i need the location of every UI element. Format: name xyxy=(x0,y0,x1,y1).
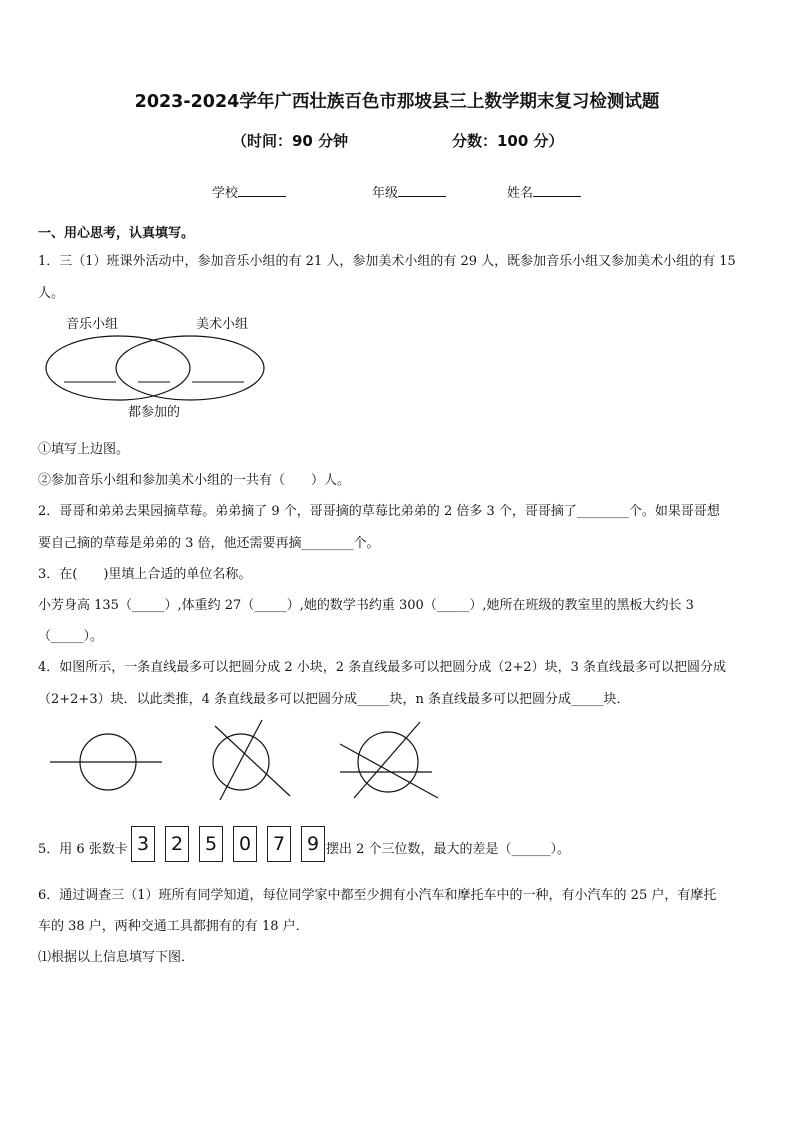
number-card: 7 xyxy=(267,826,291,862)
q2-line2: 要自己摘的草莓是弟弟的 3 倍，他还需要再摘________个。 xyxy=(38,536,380,551)
circle-two-lines xyxy=(213,720,290,800)
page-title: 2023-2024学年广西壮族百色市那坡县三上数学期末复习检测试题 xyxy=(134,92,660,112)
school-label: 学校 xyxy=(212,186,239,201)
number-card: 0 xyxy=(233,826,257,862)
number-card: 9 xyxy=(301,826,325,862)
school-field xyxy=(212,182,286,201)
section-heading: 一、用心思考，认真填写。 xyxy=(38,226,195,241)
name-blank xyxy=(533,184,581,197)
time-info: （时间：90 分钟 xyxy=(232,132,349,150)
q5-prefix: 5．用 6 张数卡 xyxy=(38,842,128,857)
q1-sub1: ①填写上边图。 xyxy=(38,442,130,457)
venn-right-label: 美术小组 xyxy=(196,317,249,332)
number-card: 2 xyxy=(165,826,189,862)
q1-sub2: ②参加音乐小组和参加美术小组的一共有（ ）人。 xyxy=(38,473,351,488)
q6-line1: 6．通过调查三（1）班所有同学知道，每位同学家中都至少拥有小汽车和摩托车中的一种，有小汽车的 25 户，有摩托 xyxy=(38,888,717,903)
q6-line2: 车的 38 户，两种交通工具都拥有的有 18 户． xyxy=(38,919,309,934)
grade-blank xyxy=(398,184,446,197)
name-field xyxy=(507,182,581,201)
name-label: 姓名 xyxy=(507,186,534,201)
circle-three-lines xyxy=(340,722,438,798)
q3-line2: 小芳身高 135（_____）,体重约 27（_____）,她的数学书约重 300（_____）,她所在班级的教室里的黑板大约长 3 xyxy=(38,598,694,613)
q1-line2: 人。 xyxy=(38,286,65,301)
number-card: 5 xyxy=(199,826,223,862)
circle-division-figures xyxy=(40,716,460,800)
grade-label: 年级 xyxy=(372,186,399,201)
music-group-ellipse xyxy=(46,336,190,400)
q3-line3: （_____）。 xyxy=(38,629,104,644)
venn-left-label: 音乐小组 xyxy=(66,317,119,332)
venn-diagram xyxy=(40,310,280,422)
q2-line1: 2．哥哥和弟弟去果园摘草莓。弟弟摘了 9 个，哥哥摘的草莓比弟弟的 2 倍多 3 个，哥哥摘了________个。如果哥哥想 xyxy=(38,504,720,519)
q3-line1: 3．在( )里填上合适的单位名称。 xyxy=(38,567,252,582)
number-card: 3 xyxy=(131,826,155,862)
school-blank xyxy=(238,184,286,197)
circle-one-line xyxy=(50,734,162,790)
venn-bottom-label: 都参加的 xyxy=(128,405,181,420)
q1-line1: 1．三（1）班课外活动中，参加音乐小组的有 21 人，参加美术小组的有 29 人，既参加音乐小组又参加美术小组的有 15 xyxy=(38,254,736,269)
q4-line2: （2+2+3）块．以此类推，4 条直线最多可以把圆分成_____块，n 条直线最多可以把圆分成_____块． xyxy=(38,692,630,707)
q6-line3: ⑴根据以上信息填写下图． xyxy=(38,950,195,965)
grade-field xyxy=(372,182,446,201)
q5-suffix: 摆出 2 个三位数，最大的差是（______）。 xyxy=(326,842,571,857)
score-info: 分数：100 分） xyxy=(452,132,564,150)
q4-line1: 4．如图所示，一条直线最多可以把圆分成 2 小块，2 条直线最多可以把圆分成（2+2）块，3 条直线最多可以把圆分成 xyxy=(38,660,727,675)
